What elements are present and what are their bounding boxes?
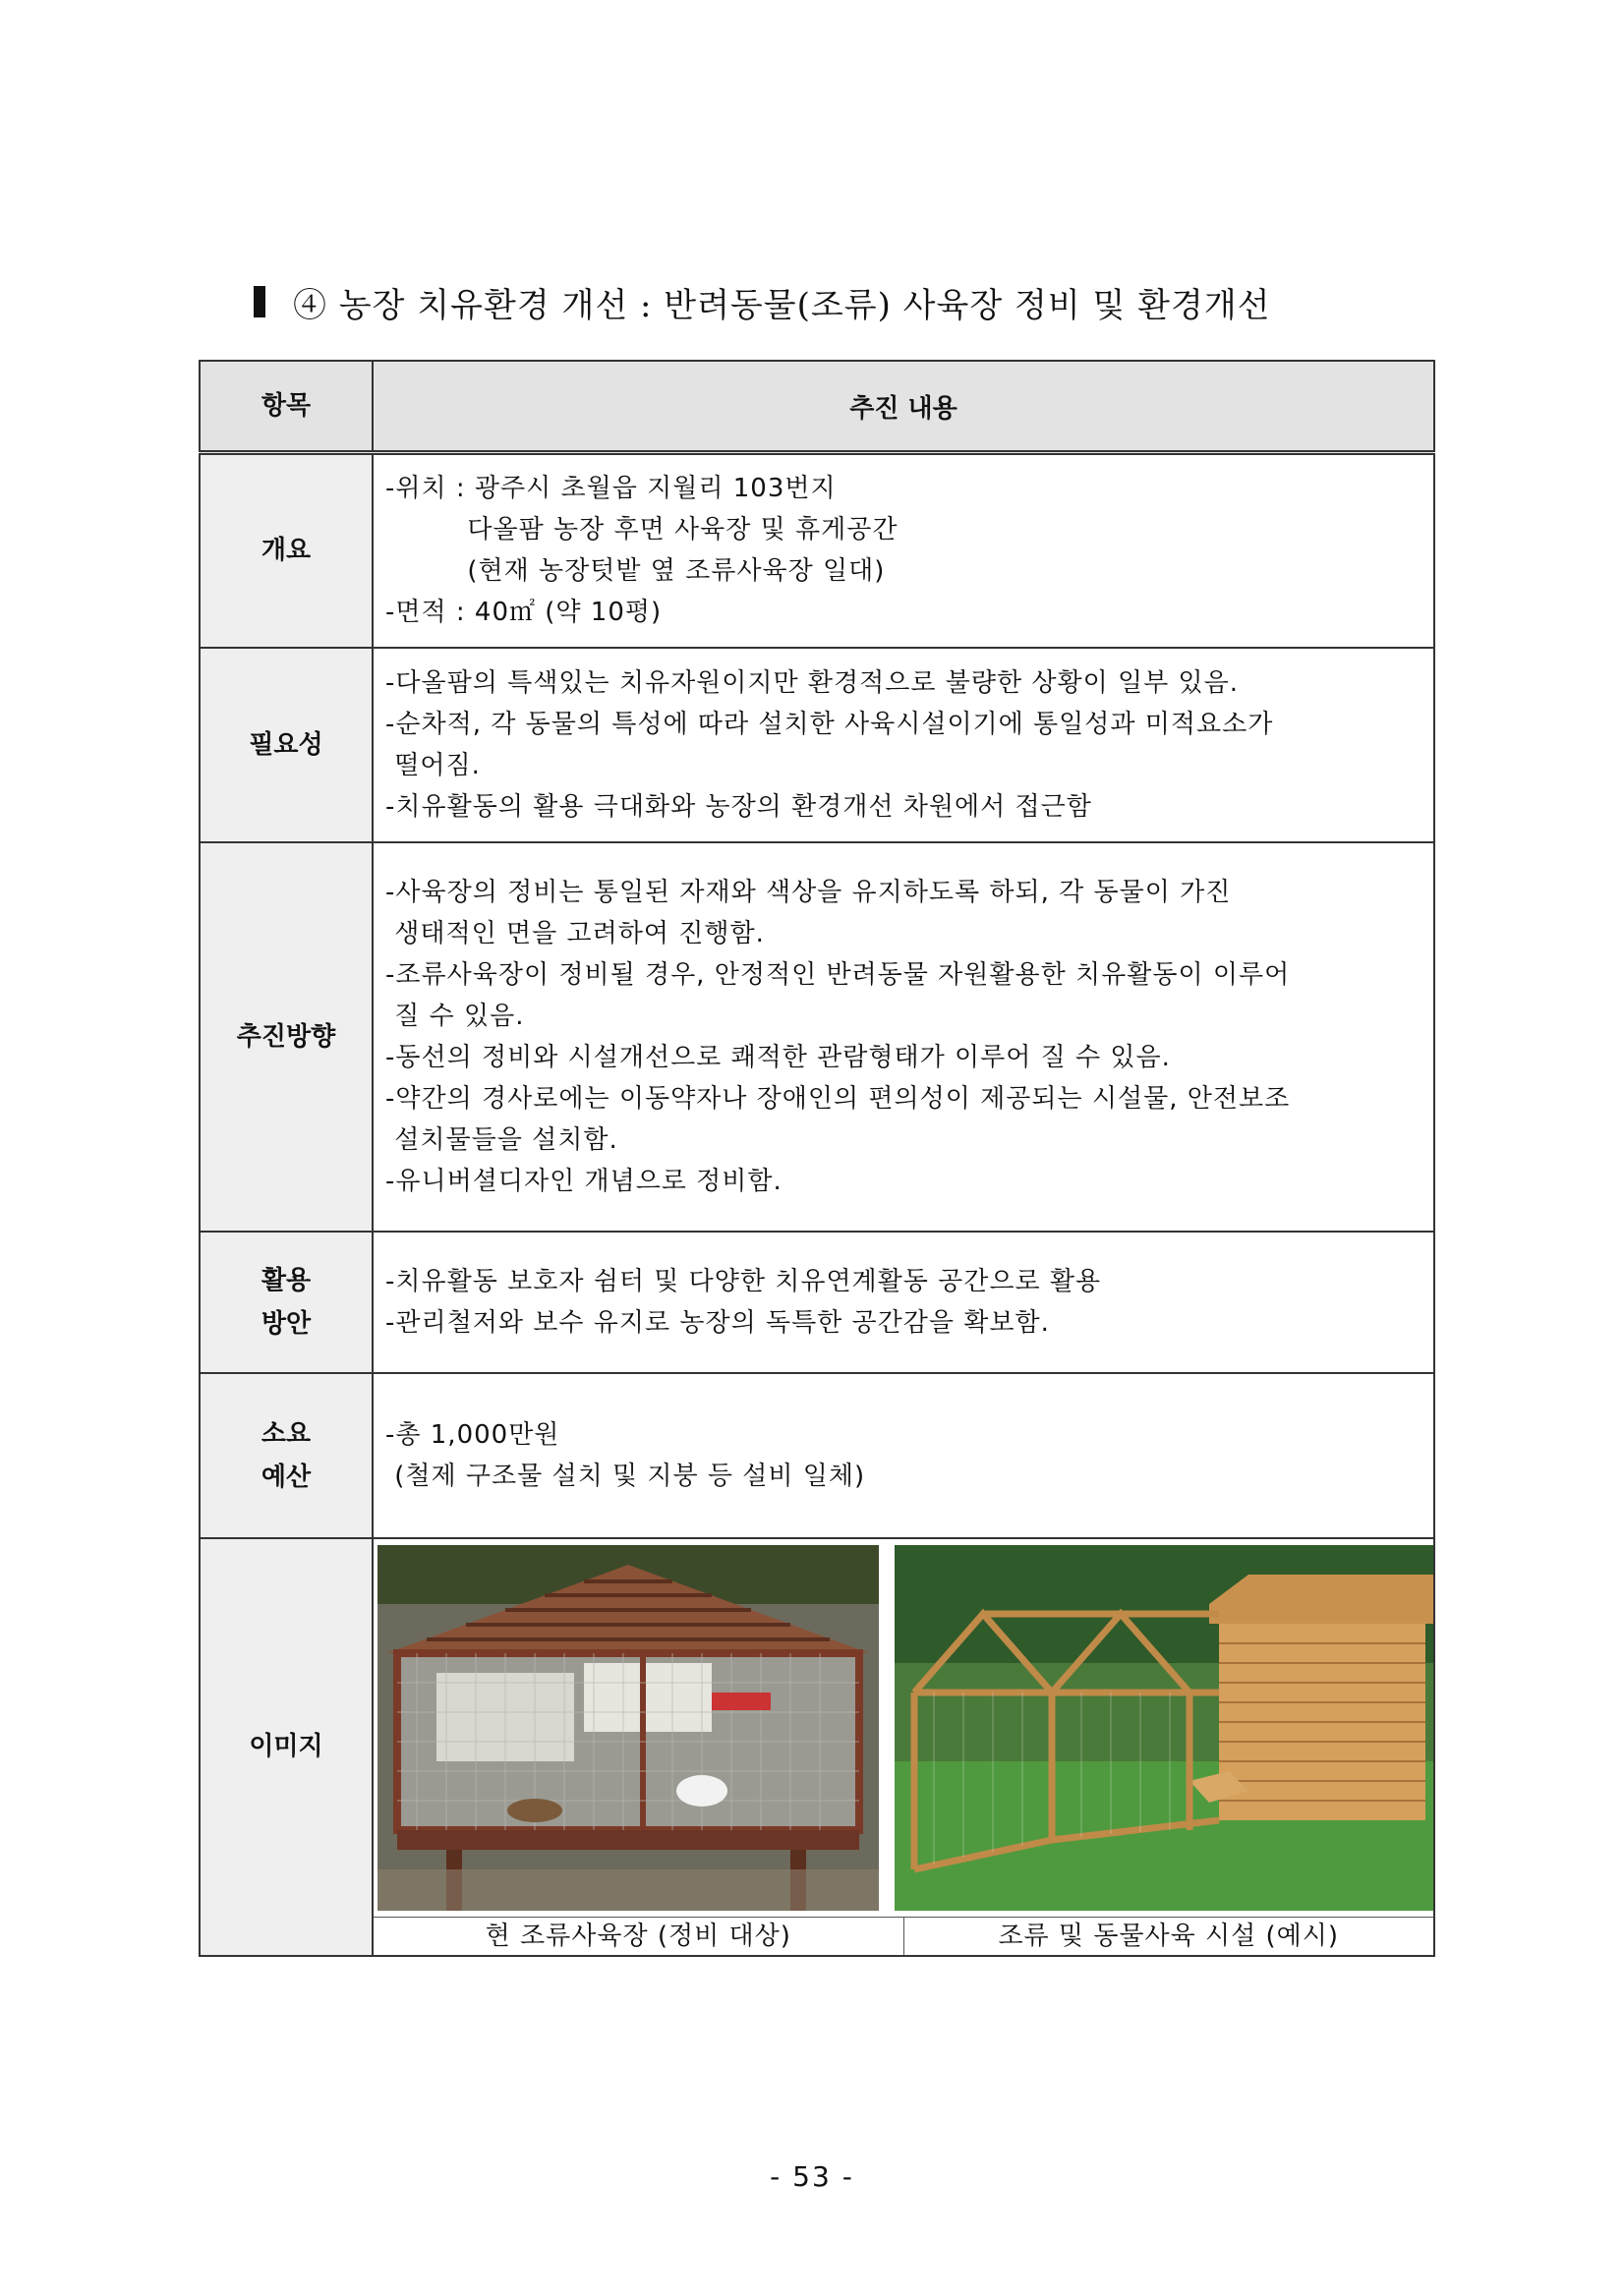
table-row-utilization <box>200 1232 1434 1373</box>
table-row-images <box>200 1538 1434 1956</box>
content-line: -면적 : 40㎡ (약 10평) <box>385 598 663 628</box>
heading-marker <box>254 286 265 317</box>
row-label-line: 소요 <box>261 1418 312 1449</box>
content-line: -약간의 경사로에는 이동약자나 장애인의 편의성이 제공되는 시설물, 안전보조 <box>385 1083 1291 1114</box>
row-content <box>373 648 1434 842</box>
content-line: (철제 구조물 설치 및 지붕 등 설비 일체) <box>385 1461 866 1491</box>
header-content: 추진 내용 <box>373 361 1434 453</box>
content-line: -관리철저와 보수 유지로 농장의 독특한 공간감을 확보함. <box>385 1307 1050 1338</box>
table-header-row <box>200 361 1434 453</box>
content-line: -다올팜의 특색있는 치유자원이지만 환경적으로 불량한 상황이 일부 있음. <box>385 667 1239 698</box>
content-line: 질 수 있음. <box>385 1001 525 1031</box>
caption-example-facility: 조류 및 동물사육 시설 (예시) <box>903 1918 1434 1955</box>
current-bird-cage-photo <box>377 1545 879 1911</box>
row-content <box>373 842 1434 1232</box>
row-label <box>200 1232 373 1373</box>
row-content <box>373 1232 1434 1373</box>
content-line: (현재 농장텃밭 옆 조류사육장 일대) <box>385 556 886 587</box>
plan-table <box>199 360 1435 1957</box>
row-label-line: 방안 <box>261 1308 312 1339</box>
image-cell <box>373 1538 1434 1956</box>
section-heading <box>254 277 1433 326</box>
row-label-line: 예산 <box>261 1462 312 1492</box>
content-line: -치유활동의 활용 극대화와 농장의 환경개선 차원에서 접근함 <box>385 791 1092 822</box>
caption-current-cage: 현 조류사육장 (정비 대상) <box>485 1921 791 1951</box>
section-heading-text: ④ 농장 치유환경 개선 : 반려동물(조류) 사육장 정비 및 환경개선 <box>293 285 1271 325</box>
content-line: 다올팜 농장 후면 사육장 및 휴게공간 <box>385 515 899 545</box>
table-row-necessity <box>200 648 1434 842</box>
table-row-direction <box>200 842 1434 1232</box>
row-label-line: 활용 <box>261 1265 312 1295</box>
row-label: 이미지 <box>200 1538 373 1956</box>
content-line: -조류사육장이 정비될 경우, 안정적인 반려동물 자원활용한 치유활동이 이루어 <box>385 959 1291 990</box>
content-line: 설치물들을 설치함. <box>385 1124 618 1155</box>
content-line: -사육장의 정비는 통일된 자재와 색상을 유지하도록 하되, 각 동물이 가진 <box>385 877 1232 907</box>
table-row-budget <box>200 1373 1434 1538</box>
content-line: 떨어짐. <box>385 750 481 780</box>
content-line: -위치 : 광주시 초월읍 지월리 103번지 <box>385 474 837 504</box>
content-line: -유니버셜디자인 개념으로 정비함. <box>385 1166 783 1196</box>
content-line: -치유활동 보호자 쉼터 및 다양한 치유연계활동 공간으로 활용 <box>385 1266 1102 1296</box>
image-captions <box>374 1917 1433 1955</box>
row-label-line: 필요성 <box>249 729 323 760</box>
row-label <box>200 453 373 648</box>
table-row-overview <box>200 453 1434 648</box>
row-content <box>373 453 1434 648</box>
row-label-line: 추진방향 <box>236 1021 336 1052</box>
content-line: -순차적, 각 동물의 특성에 따라 설치한 사육시설이기에 통일성과 미적요소가 <box>385 709 1274 739</box>
header-item: 항목 <box>200 361 373 453</box>
content-line: -동선의 정비와 시설개선으로 쾌적한 관람형태가 이루어 질 수 있음. <box>385 1042 1171 1072</box>
content-line: 생태적인 면을 고려하여 진행함. <box>385 918 765 948</box>
row-label <box>200 1373 373 1538</box>
row-label-line: 개요 <box>261 536 312 566</box>
row-content <box>373 1373 1434 1538</box>
row-label <box>200 648 373 842</box>
content-line: -총 1,000만원 <box>385 1419 560 1450</box>
row-label <box>200 842 373 1232</box>
page-number: - 53 - <box>770 2160 854 2193</box>
example-coop-photo <box>895 1545 1433 1911</box>
